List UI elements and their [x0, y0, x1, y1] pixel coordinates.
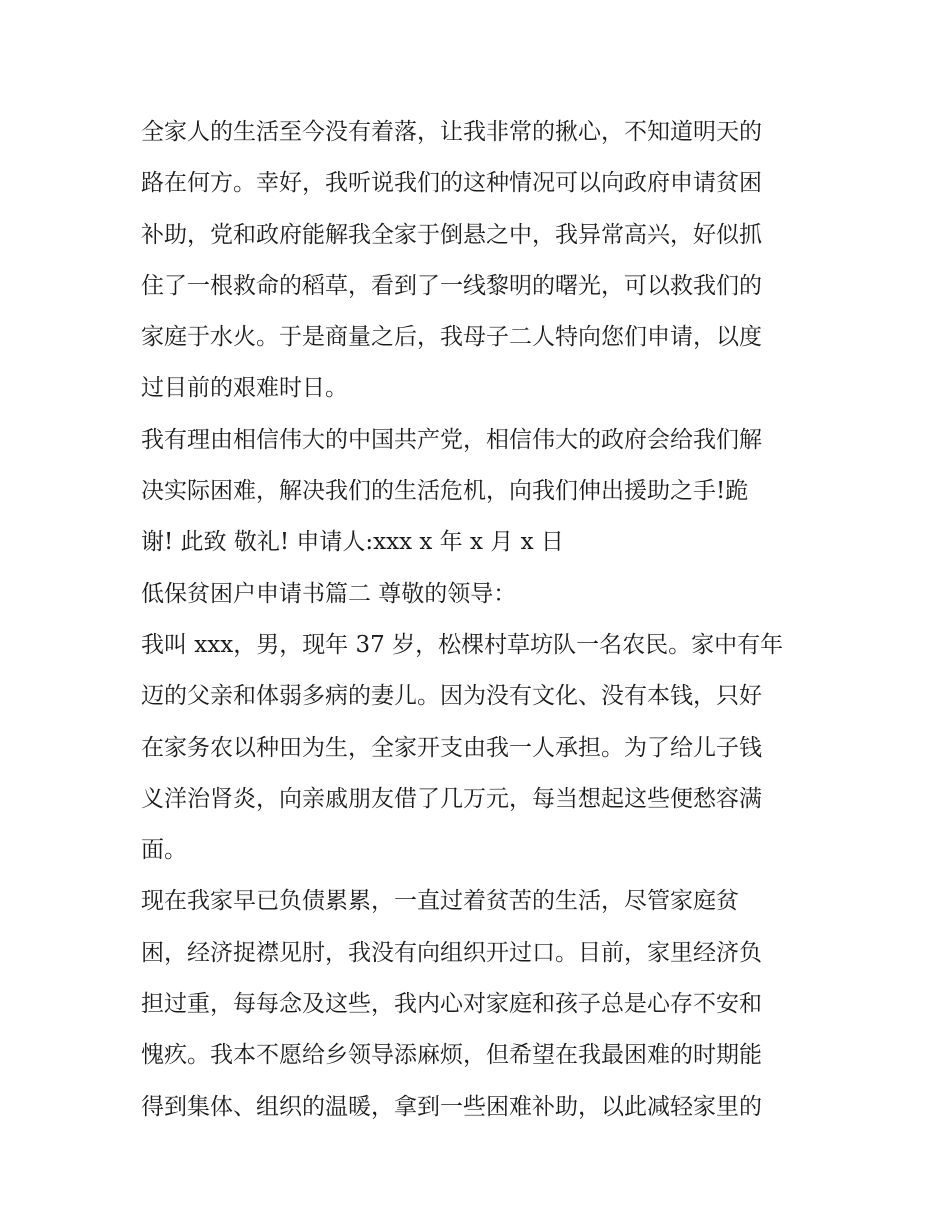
text-line: 在家务农以种田为生，全家开支由我一人承担。为了给儿子钱 [141, 734, 762, 761]
text-line: 谢! 此致 敬礼! 申请人:xxx x 年 x 月 x 日 [141, 529, 564, 556]
text-line: 得到集体、组织的温暖，拿到一些困难补助，以此减轻家里的 [141, 1093, 762, 1120]
text-line: 担过重，每每念及这些，我内心对家庭和孩子总是心存不安和 [141, 991, 762, 1018]
text-line: 义洋治肾炎，向亲戚朋友借了几万元，每当想起这些便愁容满 [141, 785, 762, 812]
text-line: 我有理由相信伟大的中国共产党，相信伟大的政府会给我们解 [141, 426, 762, 453]
text-line: 家庭于水火。于是商量之后，我母子二人特向您们申请，以度 [141, 324, 762, 351]
document-body [141, 107, 821, 1133]
text-line: 现在我家早已负债累累，一直过着贫苦的生活，尽管家庭贫 [141, 888, 739, 915]
section-heading: 低保贫困户申请书篇二 尊敬的领导： [141, 580, 517, 607]
text-line: 我叫 xxx，男，现年 37 岁，松棵村草坊队一名农民。家中有年 [141, 631, 784, 658]
text-line: 住了一根救命的稻草，看到了一线黎明的曙光，可以救我们的 [141, 272, 762, 299]
text-line: 愧疚。我本不愿给乡领导添麻烦，但希望在我最困难的时期能 [141, 1042, 762, 1069]
text-line: 全家人的生活至今没有着落，让我非常的揪心，不知道明天的 [141, 119, 762, 145]
text-line: 补助，党和政府能解我全家于倒悬之中，我异常高兴，好似抓 [141, 221, 762, 248]
text-line: 路在何方。幸好，我听说我们的这种情况可以向政府申请贫困 [141, 170, 762, 197]
text-line: 迈的父亲和体弱多病的妻儿。因为没有文化、没有本钱，只好 [141, 683, 762, 710]
text-line: 困，经济捉襟见肘，我没有向组织开过口。目前，家里经济负 [141, 939, 762, 966]
text-line: 过目前的艰难时日。 [141, 375, 348, 402]
text-line: 决实际困难，解决我们的生活危机，向我们伸出援助之手!跪 [141, 478, 749, 505]
text-line: 面。 [141, 837, 187, 864]
